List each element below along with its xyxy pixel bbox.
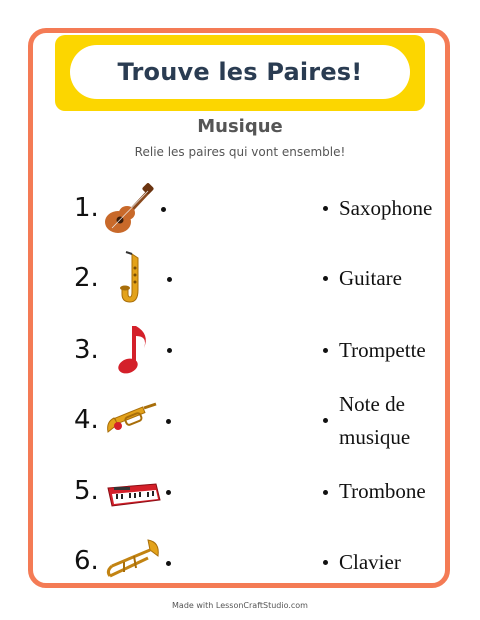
answer-6: Clavier xyxy=(339,550,401,574)
guitar-icon xyxy=(100,182,160,238)
footer-credit: Made with LessonCraftStudio.com xyxy=(172,601,308,610)
left-dot-6[interactable] xyxy=(166,561,171,566)
item-number-4: 4. xyxy=(74,405,99,435)
music-note-icon xyxy=(110,322,170,378)
keyboard-icon xyxy=(104,466,164,522)
item-number-1: 1. xyxy=(74,193,99,223)
right-dot-2[interactable] xyxy=(323,276,328,281)
answer-2: Guitare xyxy=(339,266,402,290)
left-dot-1[interactable] xyxy=(161,207,166,212)
left-dot-4[interactable] xyxy=(166,419,171,424)
answer-3: Trompette xyxy=(339,338,426,362)
page-title: Trouve les Paires! xyxy=(117,58,363,86)
title-pill xyxy=(70,45,410,99)
answer-4-line-1: Note de xyxy=(339,392,405,416)
subject-heading: Musique xyxy=(197,116,283,137)
right-dot-4[interactable] xyxy=(323,418,328,423)
item-number-5: 5. xyxy=(74,476,99,506)
left-dot-5[interactable] xyxy=(166,490,171,495)
saxophone-icon xyxy=(108,250,168,306)
right-dot-1[interactable] xyxy=(323,206,328,211)
left-dot-2[interactable] xyxy=(167,277,172,282)
answer-4-line-2: musique xyxy=(339,425,411,449)
left-dot-3[interactable] xyxy=(167,348,172,353)
answer-5: Trombone xyxy=(339,479,426,503)
right-dot-6[interactable] xyxy=(323,560,328,565)
item-number-3: 3. xyxy=(74,335,99,365)
instructions-text: Relie les paires qui vont ensemble! xyxy=(134,145,346,159)
right-dot-3[interactable] xyxy=(323,348,328,353)
item-number-6: 6. xyxy=(74,546,99,576)
trumpet-icon xyxy=(104,392,164,448)
item-number-2: 2. xyxy=(74,263,99,293)
right-dot-5[interactable] xyxy=(323,490,328,495)
trombone-icon xyxy=(104,536,164,592)
answer-1: Saxophone xyxy=(339,196,433,220)
